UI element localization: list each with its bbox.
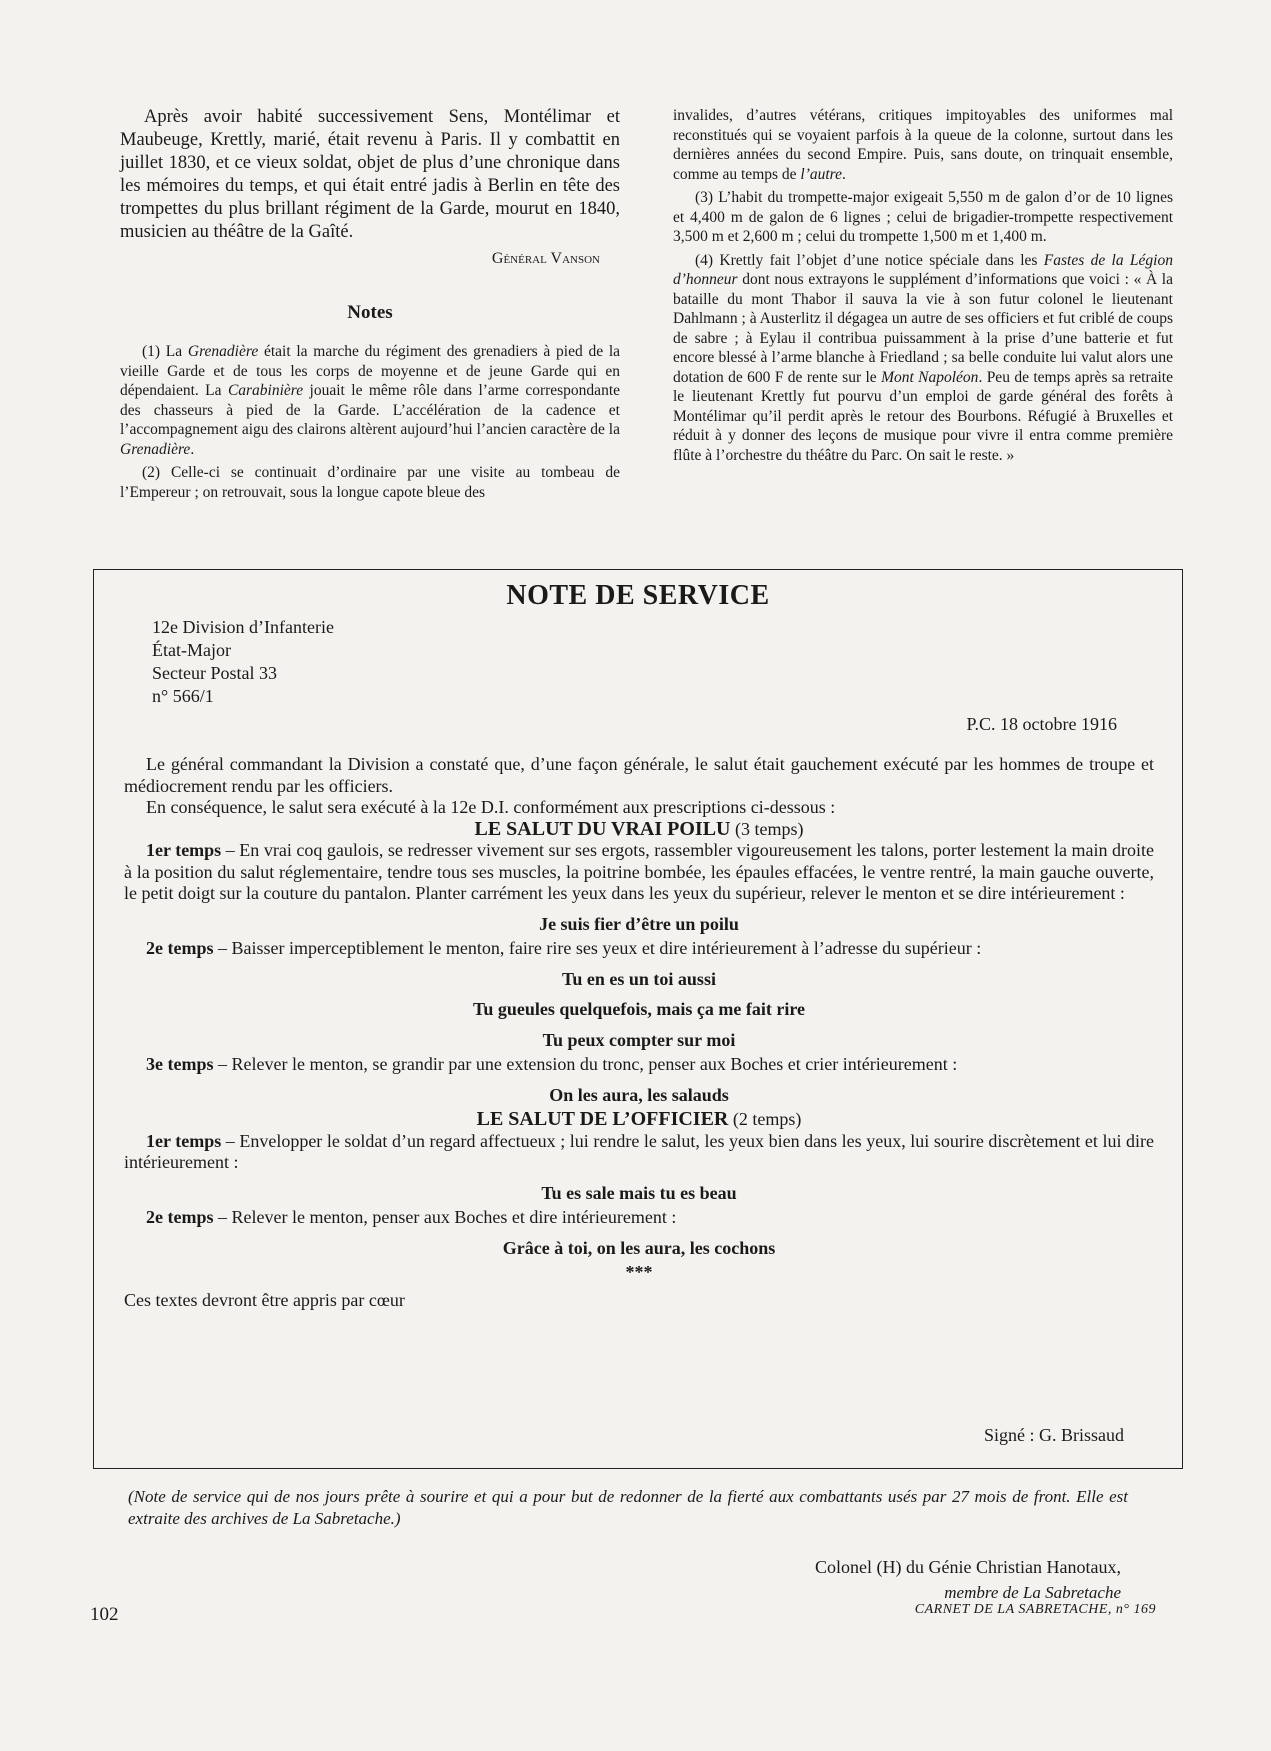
intro-paragraph-2: En conséquence, le salut sera exécuté à la 12e D.I. conformément aux prescriptions ci-dessous : (146, 797, 836, 817)
note-4: (4) Krettly fait l’objet d’une notice spéciale dans les Fastes de la Légion d’honneur dont nous extrayons le supplément d’informations que voici : « À la bataille du mont Thabor il sauva la vie à son futur colonel le lieutenant Dahlmann ; à Austerlitz il dégagea un autre de ses officiers et fut criblé de coups de sabre ; à Eylau il contribua puissamment à la prise d’une batterie et fut encore blessé à l’arme blanche à Friedland ; sa belle conduite lui valut alors une dotation de 600 F de rente sur le Mont Napoléon. Peu de temps après sa retraite le lieutenant Krettly fut pourvu d’un emploi de garde général des forêts à Montélimar qu’il perdit après le retour des Bourbons. Réfugié à Bruxelles et réduit à y donner des leçons de musique pour vivre il entra comme première flûte à l’orchestre du théâtre du Parc. On sait le reste. » (673, 251, 1173, 464)
header-line: État-Major (152, 640, 231, 660)
poilu-quote-3: On les aura, les salauds (549, 1084, 729, 1105)
poilu-quote-2c: Tu peux compter sur moi (542, 1029, 736, 1050)
section-title-poilu: LE SALUT DU VRAI POILU (3 temps) (474, 817, 804, 840)
note-de-service-box (93, 569, 1183, 1469)
separator-stars: *** (625, 1262, 653, 1282)
officier-temps-1: 1er temps – Envelopper le soldat d’un regard affectueux ; lui rendre le salut, les yeux bien dans les yeux, lui sourire discrètement et lui dire intérieurement : (124, 1130, 1154, 1172)
author-affiliation: membre de La Sabretache (944, 1583, 1121, 1602)
signature-vanson: Général Vanson (491, 250, 600, 267)
box-title: NOTE DE SERVICE (506, 580, 770, 611)
note-3: (3) L’habit du trompette-major exigeait 5,550 m de galon d’or de 10 lignes et 4,400 m de galon de 6 lignes ; celui de brigadier-trompette respectivement 3,500 m et 2,600 m ; celui du trompette 1,500 m et 1,400 m. (673, 189, 1173, 245)
caption: (Note de service qui de nos jours prête à sourire et qui a pour but de redonner de la fierté aux combattants usés par 27 mois de front. Elle est extraite des archives de La Sabretache.) (128, 1487, 1128, 1528)
note-1: (1) La Grenadière était la marche du régiment des grenadiers à pied de la vieille Garde et de tous les corps de moyenne et de jeune Garde qui en dépendaient. La Carabinière jouait le même rôle dans l’arme correspondante des chasseurs à pied de la Garde. L’accélération de la cadence et l’accompagnement aigu des clairons altèrent aujourd’hui l’ancien caractère de la Grenadière. (120, 343, 621, 458)
poilu-quote-2a: Tu en es un toi aussi (562, 968, 716, 989)
poilu-temps-1: 1er temps – En vrai coq gaulois, se redresser vivement sur ses ergots, rassembler vigoureusement les talons, porter lestement la main droite à la position du salut réglementaire, tendre tous ses muscles, la poitrine bombée, les épaules effacées, le ventre rentré, la main gauche ouverte, le petit doigt sur la couture du pantalon. Planter carrément les yeux dans les yeux du supérieur, relever le menton et se dire intérieurement : (124, 840, 1154, 903)
intro-paragraph-1: Le général commandant la Division a constaté que, d’une façon générale, le salut était gauchement exécuté par les hommes de troupe et médiocrement rendu par les officiers. (124, 754, 1154, 796)
memo-date: P.C. 18 octobre 1916 (966, 714, 1117, 734)
note-2-start: (2) Celle-ci se continuait d’ordinaire par une visite au tombeau de l’Empereur ; on retrouvait, sous la longue capote bleue des (120, 464, 620, 501)
poilu-temps-2: 2e temps – Baisser imperceptiblement le menton, faire rire ses yeux et dire intérieurement à l’adresse du supérieur : (146, 938, 982, 958)
poilu-quote-1: Je suis fier d’être un poilu (539, 913, 739, 934)
right-column (673, 106, 1173, 469)
memo-body (124, 754, 1154, 1311)
officier-temps-2: 2e temps – Relever le menton, penser aux Boches et dire intérieurement : (146, 1207, 677, 1227)
signature-brissaud: Signé : G. Brissaud (983, 1425, 1124, 1445)
notes-title: Notes (347, 302, 393, 323)
poilu-temps-3: 3e temps – Relever le menton, se grandir par une extension du tronc, penser aux Boches et crier intérieurement : (146, 1054, 958, 1074)
officier-quote-2: Grâce à toi, on les aura, les cochons (502, 1237, 776, 1258)
officier-quote-1: Tu es sale mais tu es beau (541, 1182, 737, 1203)
closing-line: Ces textes devront être appris par cœur (124, 1289, 405, 1310)
note-2-continued: invalides, d’autres vétérans, critiques impitoyables des uniformes mal reconstitués qui se voyaient parfois à la queue de la colonne, surtout dans les dernières années du second Empire. Puis, sans doute, on trinquait ensemble, comme au temps de l’autre. (673, 107, 1173, 183)
running-title: CARNET DE LA SABRETACHE, n° 169 (914, 1602, 1156, 1617)
left-column (120, 106, 620, 506)
header-line: Secteur Postal 33 (152, 663, 277, 683)
page-number: 102 (90, 1604, 119, 1625)
poilu-quote-2b: Tu gueules quelquefois, mais ça me fait rire (473, 999, 805, 1019)
memo-header (152, 616, 334, 708)
body-paragraph: Après avoir habité successivement Sens, Montélimar et Maubeuge, Krettly, marié, était revenu à Paris. Il y combattit en juillet 1830, et ce vieux soldat, objet de plus d’une chronique dans les mémoires du temps, et qui était entré jadis à Berlin en tête des trompettes du plus brillant régiment de la Garde, mourut en 1840, musicien au théâtre de la Gaîté. (120, 107, 620, 242)
author-name: Colonel (H) du Génie Christian Hanotaux, (815, 1557, 1121, 1577)
header-line: n° 566/1 (152, 686, 214, 706)
section-title-officier: LE SALUT DE L’OFFICIER (2 temps) (476, 1108, 802, 1130)
header-line: 12e Division d’Infanterie (152, 617, 334, 637)
